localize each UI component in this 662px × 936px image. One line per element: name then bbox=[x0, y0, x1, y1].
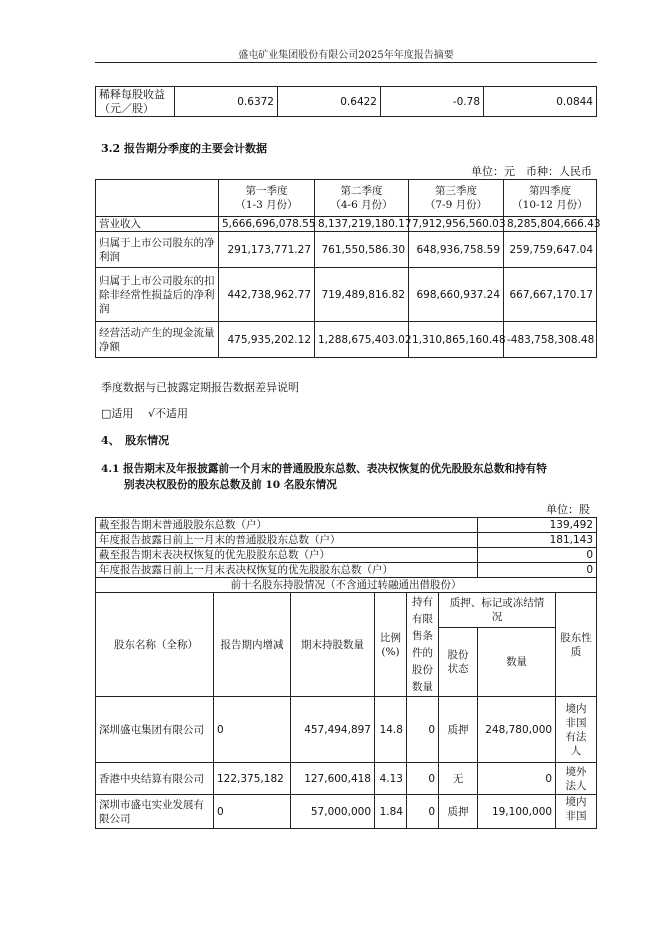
header-nature: 股东性质 bbox=[556, 593, 597, 697]
shareholder-table bbox=[95, 517, 597, 829]
not-applicable-option: √不适用 bbox=[148, 407, 189, 420]
row-label: 归属于上市公司股东的净利润 bbox=[96, 232, 219, 268]
section-4-title: 4、 股东情况 bbox=[101, 434, 170, 447]
cell-value: 259,759,647.04 bbox=[504, 232, 597, 268]
shareholder-status: 质押 bbox=[439, 795, 478, 829]
table-header-row bbox=[96, 180, 597, 217]
cell-value: 8,285,804,666.43 bbox=[504, 217, 597, 232]
cell-value: 5,666,696,078.55 bbox=[219, 217, 315, 232]
table-row bbox=[96, 795, 597, 829]
eps-value: 0.6422 bbox=[278, 87, 381, 117]
header-pledge: 质押、标记或冻结情况 bbox=[439, 593, 556, 628]
column-header: 第三季度 （7-9 月份） bbox=[409, 180, 504, 217]
cell-value: 8,137,219,180.17 bbox=[315, 217, 409, 232]
row-label: 归属于上市公司股东的扣除非经常性损益后的净利润 bbox=[96, 268, 219, 322]
summary-value: 181,143 bbox=[478, 533, 597, 548]
shareholder-held: 127,600,418 bbox=[291, 763, 375, 795]
table-row bbox=[96, 217, 597, 232]
eps-value: 0.0844 bbox=[484, 87, 597, 117]
top10-title: 前十名股东持股情况（不含通过转融通出借股份） bbox=[96, 578, 597, 593]
table-header-row bbox=[96, 593, 597, 628]
table-row bbox=[96, 322, 597, 358]
summary-row bbox=[96, 518, 597, 533]
table-row bbox=[96, 763, 597, 795]
header-qty: 数量 bbox=[478, 628, 556, 697]
header-change: 报告期内增减 bbox=[214, 593, 291, 697]
table-row bbox=[96, 87, 597, 117]
summary-label: 截至报告期末表决权恢复的优先股股东总数（户） bbox=[96, 548, 478, 563]
shareholder-nature: 境内非国有法人 bbox=[556, 697, 597, 763]
cell-value: 667,667,170.17 bbox=[504, 268, 597, 322]
header-status: 股份状态 bbox=[439, 628, 478, 697]
cell-value: 1,310,865,160.48 bbox=[409, 322, 504, 358]
eps-label: 稀释每股收益（元／股） bbox=[96, 87, 175, 117]
shareholder-nature: 境内非国 bbox=[556, 795, 597, 829]
summary-value: 0 bbox=[478, 548, 597, 563]
shareholder-restricted: 0 bbox=[407, 697, 439, 763]
section-4-1-title-line1: 4.1 报告期末及年报披露前一个月末的普通股股东总数、表决权恢复的优先股股东总数和持有特 bbox=[101, 463, 547, 475]
shareholder-ratio: 1.84 bbox=[375, 795, 407, 829]
shareholder-status: 质押 bbox=[439, 697, 478, 763]
cell-value: 1,288,675,403.02 bbox=[315, 322, 409, 358]
shareholder-ratio: 4.13 bbox=[375, 763, 407, 795]
shareholder-name: 深圳盛屯集团有限公司 bbox=[96, 697, 214, 763]
header-name: 股东名称（全称） bbox=[96, 593, 214, 697]
eps-value: -0.78 bbox=[381, 87, 484, 117]
row-label: 经营活动产生的现金流量净额 bbox=[96, 322, 219, 358]
shareholder-change: 0 bbox=[214, 795, 291, 829]
top10-title-row bbox=[96, 578, 597, 593]
shareholder-name: 深圳市盛屯实业发展有限公司 bbox=[96, 795, 214, 829]
eps-table bbox=[95, 86, 597, 117]
diff-note: 季度数据与已披露定期报告数据差异说明 bbox=[101, 381, 299, 394]
column-header: 第二季度 （4-6 月份） bbox=[315, 180, 409, 217]
summary-row bbox=[96, 548, 597, 563]
summary-row bbox=[96, 563, 597, 578]
cell-value: -483,758,308.48 bbox=[504, 322, 597, 358]
summary-value: 139,492 bbox=[478, 518, 597, 533]
quarterly-table bbox=[95, 179, 601, 358]
shareholder-held: 57,000,000 bbox=[291, 795, 375, 829]
eps-value: 0.6372 bbox=[175, 87, 278, 117]
table-row bbox=[96, 268, 597, 322]
shareholder-qty: 19,100,000 bbox=[478, 795, 556, 829]
cell-value: 761,550,586.30 bbox=[315, 232, 409, 268]
applicable-option: □适用 bbox=[101, 407, 134, 420]
shareholder-ratio: 14.8 bbox=[375, 697, 407, 763]
shareholder-restricted: 0 bbox=[407, 763, 439, 795]
page-header: 盛屯矿业集团股份有限公司2025年年度报告摘要 bbox=[238, 50, 454, 61]
section-4-1-title-line2: 别表决权股份的股东总数及前 10 名股东情况 bbox=[124, 479, 337, 491]
shareholder-status: 无 bbox=[439, 763, 478, 795]
summary-label: 年度报告披露日前上一月末的普通股股东总数（户） bbox=[96, 533, 478, 548]
cell-value: 475,935,202.12 bbox=[219, 322, 315, 358]
row-label: 营业收入 bbox=[96, 217, 219, 232]
header-restricted: 持有有限售条件的股份数量 bbox=[407, 593, 439, 697]
column-header: 第一季度 （1-3 月份） bbox=[219, 180, 315, 217]
cell-value: 7,912,956,560.03 bbox=[409, 217, 504, 232]
table-row bbox=[96, 697, 597, 763]
section-4-1-unit: 单位：股 bbox=[546, 503, 590, 516]
shareholder-nature: 境外法人 bbox=[556, 763, 597, 795]
shareholder-change: 0 bbox=[214, 697, 291, 763]
shareholder-name: 香港中央结算有限公司 bbox=[96, 763, 214, 795]
corner-cell bbox=[96, 180, 219, 217]
shareholder-held: 457,494,897 bbox=[291, 697, 375, 763]
summary-label: 截至报告期末普通股股东总数（户） bbox=[96, 518, 478, 533]
cell-value: 698,660,937.24 bbox=[409, 268, 504, 322]
column-header: 第四季度 （10-12 月份） bbox=[504, 180, 597, 217]
summary-label: 年度报告披露日前上一月末表决权恢复的优先股股东总数（户） bbox=[96, 563, 478, 578]
header-held: 期末持股数量 bbox=[291, 593, 375, 697]
table-row bbox=[96, 232, 597, 268]
shareholder-change: 122,375,182 bbox=[214, 763, 291, 795]
cell-value: 719,489,816.82 bbox=[315, 268, 409, 322]
shareholder-qty: 0 bbox=[478, 763, 556, 795]
shareholder-restricted: 0 bbox=[407, 795, 439, 829]
section-3-2-title: 3.2 报告期分季度的主要会计数据 bbox=[101, 142, 267, 155]
summary-row bbox=[96, 533, 597, 548]
header-ratio: 比例(%) bbox=[375, 593, 407, 697]
section-3-2-unit: 单位：元 币种：人民币 bbox=[471, 165, 592, 178]
header-divider bbox=[95, 62, 597, 63]
cell-value: 291,173,771.27 bbox=[219, 232, 315, 268]
cell-value: 442,738,962.77 bbox=[219, 268, 315, 322]
cell-value: 648,936,758.59 bbox=[409, 232, 504, 268]
shareholder-qty: 248,780,000 bbox=[478, 697, 556, 763]
summary-value: 0 bbox=[478, 563, 597, 578]
